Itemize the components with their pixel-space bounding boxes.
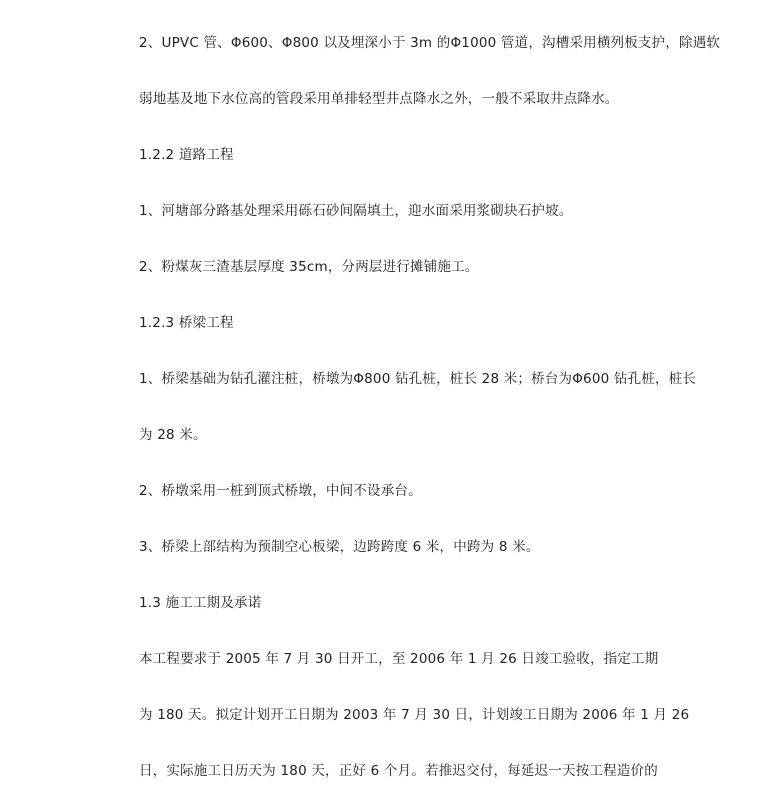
section-heading-bridge-works: 1.2.3 桥梁工程: [139, 315, 234, 331]
section-heading-road-works: 1.2.2 道路工程: [139, 147, 234, 163]
paragraph-line-pipe-support-1: 2、UPVC 管、Φ600、Φ800 以及埋深小于 3m 的Φ1000 管道，沟槽采用横列板支护，除遇软: [139, 35, 721, 51]
paragraph-line-road-2: 2、粉煤灰三渣基层厚度 35cm，分两层进行摊铺施工。: [139, 259, 479, 275]
paragraph-line-bridge-1a: 1、桥梁基础为钻孔灌注桩，桥墩为Φ800 钻孔桩，桩长 28 米；桥台为Φ600 钻孔桩，桩长: [139, 371, 697, 387]
paragraph-line-bridge-3: 3、桥梁上部结构为预制空心板梁，边跨跨度 6 米，中跨为 8 米。: [139, 539, 540, 555]
paragraph-line-bridge-2: 2、桥墩采用一桩到顶式桥墩，中间不设承台。: [139, 483, 422, 499]
paragraph-line-schedule-2: 为 180 天。拟定计划开工日期为 2003 年 7 月 30 日，计划竣工日期为 2006 年 1 月 26: [139, 707, 690, 723]
section-heading-schedule: 1.3 施工工期及承诺: [139, 595, 262, 611]
paragraph-line-schedule-1: 本工程要求于 2005 年 7 月 30 日开工，至 2006 年 1 月 26 日竣工验收，指定工期: [139, 651, 659, 667]
paragraph-line-road-1: 1、河塘部分路基处理采用砾石砂间隔填土，迎水面采用浆砌块石护坡。: [139, 203, 573, 219]
paragraph-line-bridge-1b: 为 28 米。: [139, 427, 207, 443]
paragraph-line-pipe-support-2: 弱地基及地下水位高的管段采用单排轻型井点降水之外，一般不采取井点降水。: [139, 91, 619, 107]
paragraph-line-schedule-3: 日，实际施工日历天为 180 天，正好 6 个月。若推迟交付，每延迟一天按工程造价的: [139, 763, 658, 779]
